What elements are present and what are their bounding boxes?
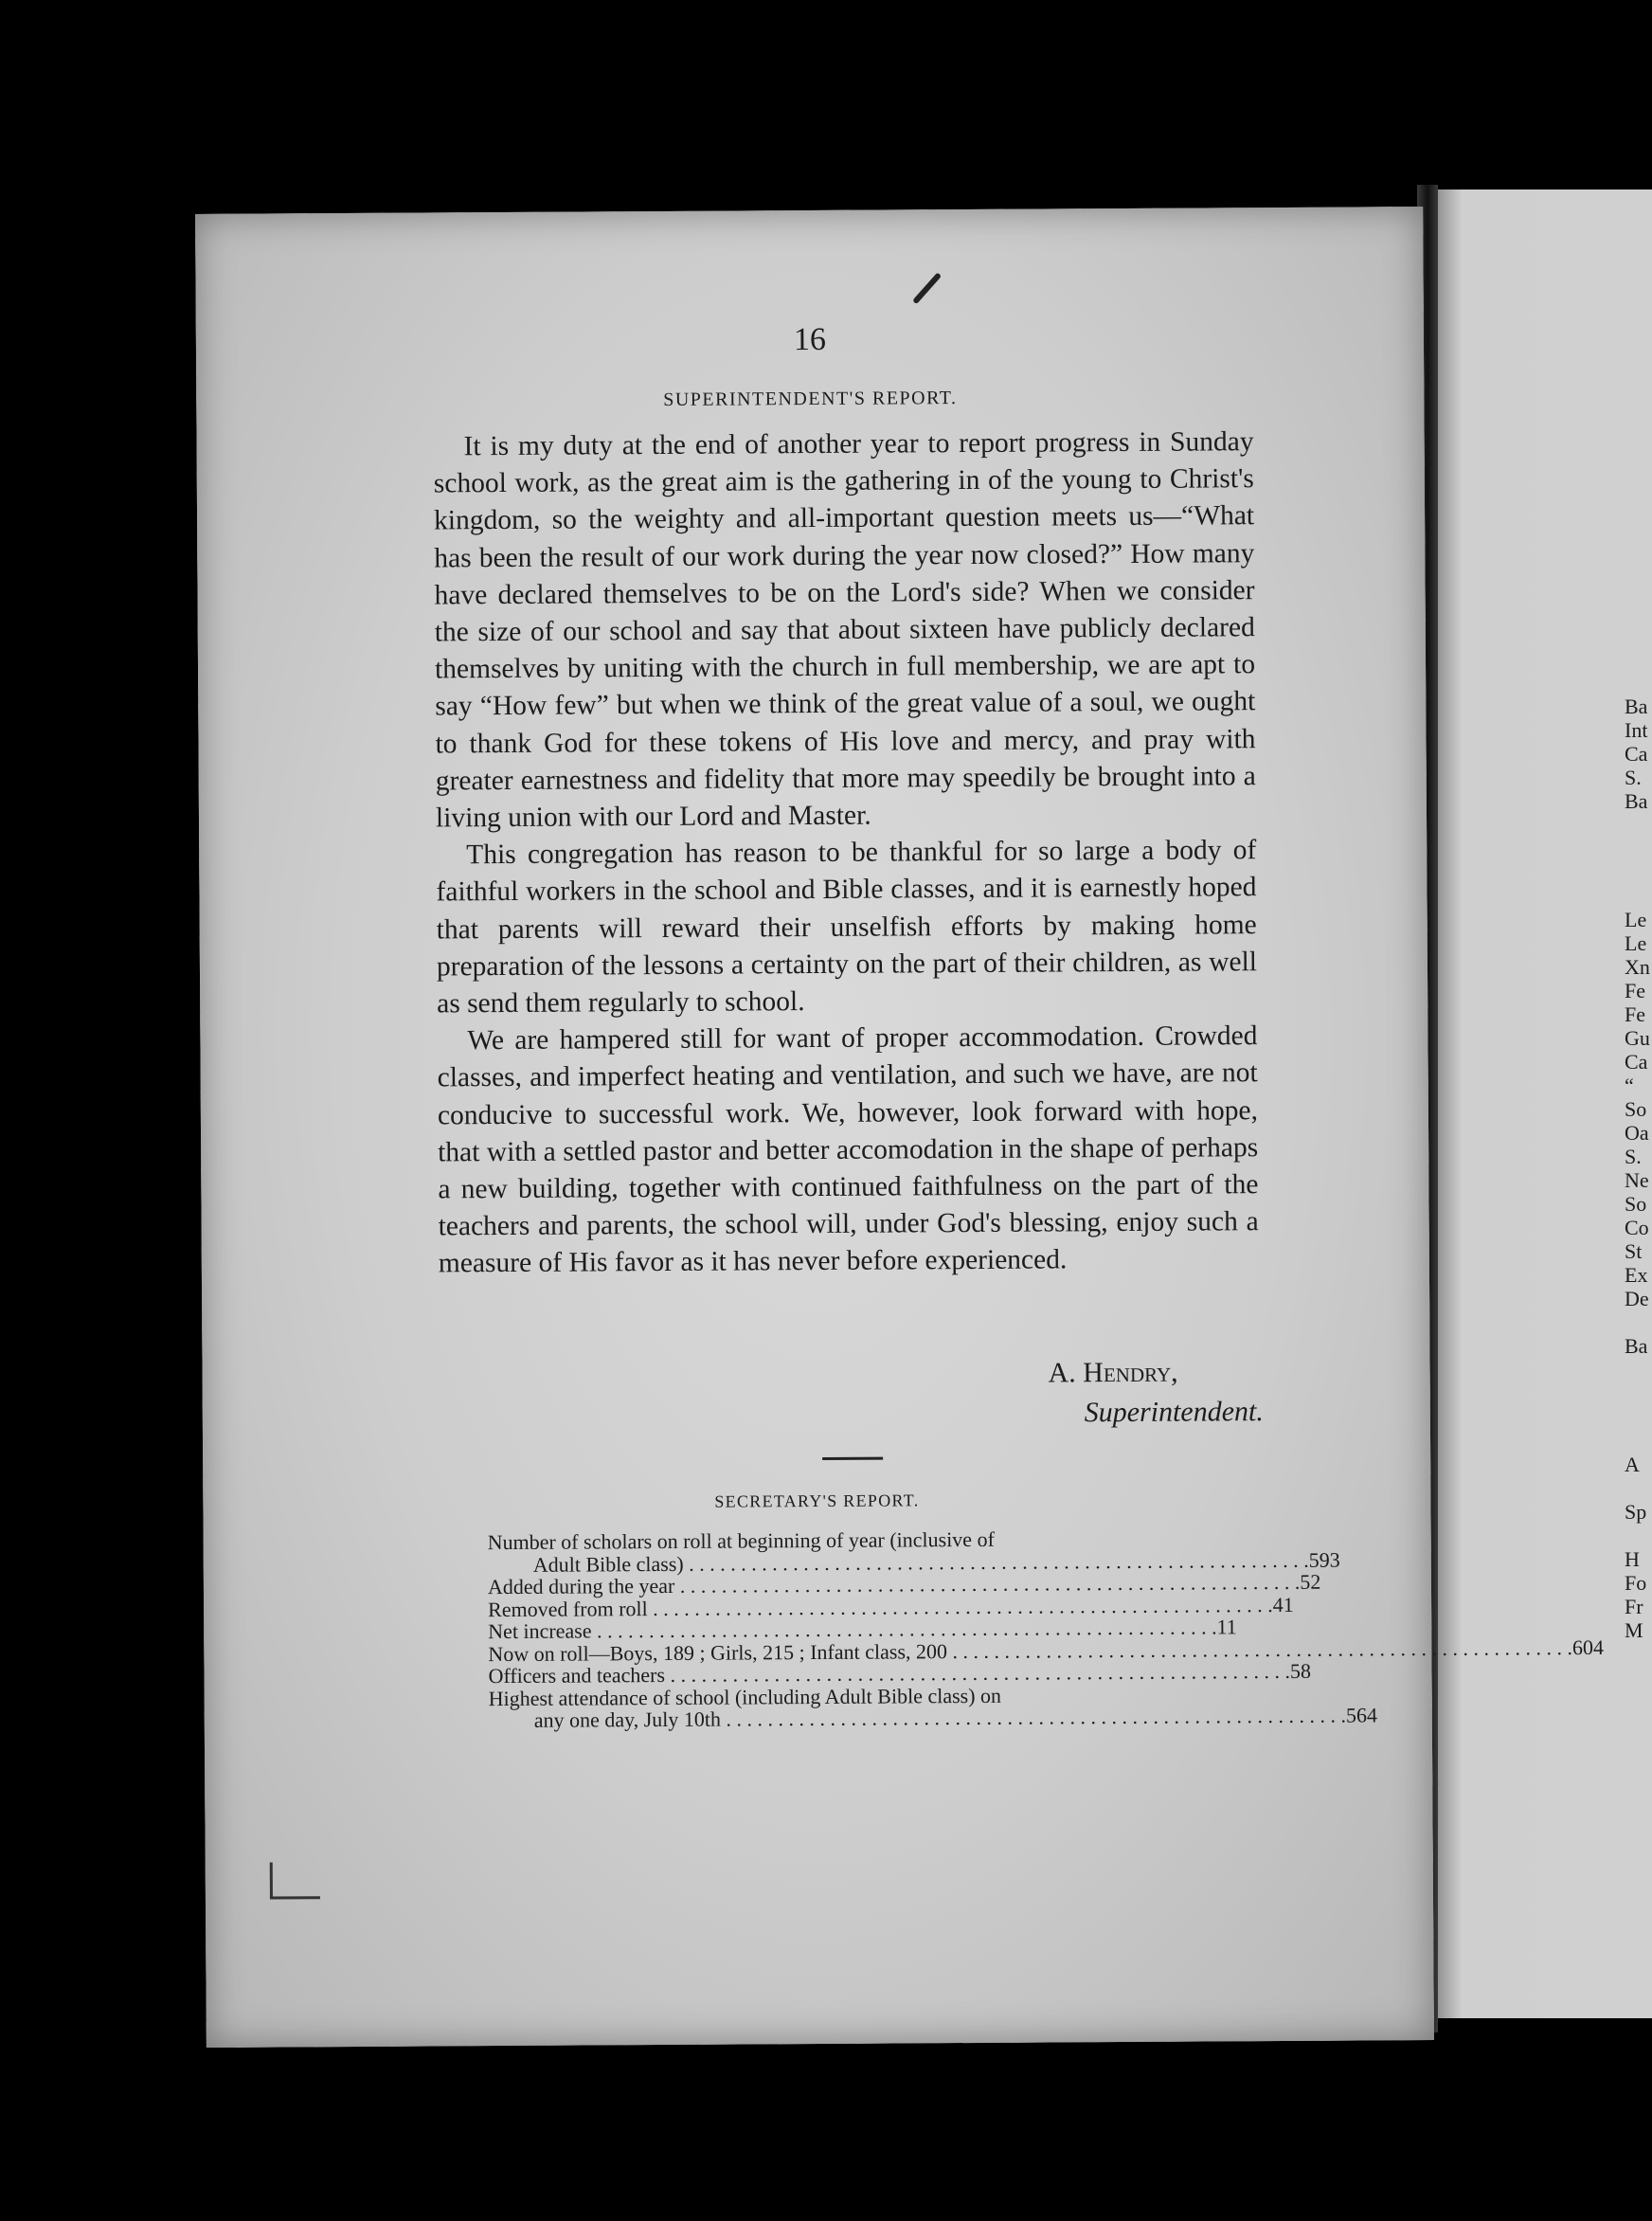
fragment-text (1625, 1429, 1650, 1453)
row-value: 564 (1345, 1703, 1378, 1727)
fragment-text: Ex (1625, 1263, 1648, 1287)
row-label-text: Adult Bible class) (532, 1551, 684, 1577)
signature-block (439, 1352, 1263, 1436)
row-label-text: Highest attendance of school (including Adult Bible class) on (488, 1683, 1002, 1710)
row-label-text: Now on roll—Boys, 189 ; Girls, 215 ; Infant class, 200 (488, 1638, 948, 1666)
fragment-text (1625, 860, 1650, 884)
table-row (489, 1703, 1378, 1732)
fragment-text: Co (1625, 1216, 1649, 1239)
dot-leader: . . . . . . . . . . . . . . . . . . . . . . . . . . . . . . . . . . . . . . . . . . . . . . . . . . . . . . . . . . . . (683, 1547, 1309, 1576)
fragment-text: Ba (1625, 789, 1648, 813)
fragment-text: De (1625, 1287, 1649, 1310)
superintendent-report-body (433, 424, 1258, 1283)
fragment-text (1625, 1524, 1650, 1547)
paragraph: We are hampered still for want of proper accommodation. Crowded classes, and imperfect heating and ventilation, and such we have, are not conducive to successful work. We, however, look forward with hope, that with a settled pastor and better accomodation in the shape of perhaps a new building, together with continued faithfulness on the part of the teachers and parents, the school will, under God's blessing, enjoy such a measure of His favor as it has never before experienced. (437, 1020, 1259, 1279)
facing-page-fragments (1625, 695, 1650, 1642)
row-label-text: Removed from roll (488, 1596, 648, 1621)
pencil-check-mark (912, 272, 942, 304)
fragment-text: M (1625, 1618, 1643, 1642)
row-label (489, 1705, 1346, 1732)
fragment-text: Xn (1625, 955, 1650, 979)
fragment-text: Ba (1625, 1334, 1648, 1358)
fragment-text (1625, 1381, 1650, 1405)
fragment-text: Ca (1625, 1050, 1648, 1074)
fragment-text: So (1625, 1097, 1647, 1121)
fragment-text (1625, 837, 1650, 860)
corner-bracket-mark (270, 1862, 320, 1899)
dot-leader: . . . . . . . . . . . . . . . . . . . . . . . . . . . . . . . . . . . . . . . . . . . . . . . . . . . . . . . . . . . . (664, 1658, 1291, 1687)
fragment-text (1625, 813, 1650, 837)
row-label-text: Net increase (488, 1618, 592, 1644)
fragment-text: Fr (1625, 1595, 1643, 1618)
fragment-text: Gu (1625, 1026, 1650, 1050)
fragment-text: Ne (1625, 1168, 1649, 1192)
row-value: 52 (1300, 1569, 1321, 1594)
row-label-text: Number of scholars on roll at beginning of year (inclusive of (487, 1526, 995, 1555)
dot-leader: . . . . . . . . . . . . . . . . . . . . . . . . . . . . . . . . . . . . . . . . . . . . . . . . . . . . . . . . . . . . (946, 1634, 1573, 1663)
fragment-text: Int (1625, 718, 1648, 742)
fragment-text: So (1625, 1192, 1647, 1216)
fragment-text: A (1625, 1453, 1640, 1476)
fragment-text: Fe (1625, 1002, 1645, 1026)
fragment-text: Fe (1625, 979, 1645, 1002)
paragraph: It is my duty at the end of another year to report progress in Sunday school work, as the great aim is the gathering in of the young to Christ's kingdom, so the weighty and all-important question meets us—“What has been the result of our work during the year now closed?” How many have declared themselves to be on the Lord's side? When we consider the size of our school and say that about sixteen have publicly declared themselves by uniting with the church in full membership, we are apt to say “How few” but when we think of the great value of a soul, we ought to thank God for these tokens of His love and mercy, and pray with greater earnestness and fidelity that more may speedily be brought into a living union with our Lord and Master. (433, 426, 1256, 834)
section-divider (822, 1457, 883, 1460)
fragment-text: Le (1625, 931, 1647, 955)
fragment-text: H (1625, 1547, 1640, 1571)
dot-leader: . . . . . . . . . . . . . . . . . . . . . . . . . . . . . . . . . . . . . . . . . . . . . . . . . . . . . . . . . . . . (591, 1615, 1217, 1643)
row-label-text: Officers and teachers (488, 1662, 666, 1688)
secretary-report-table (487, 1526, 1605, 1732)
fragment-text: Le (1625, 908, 1647, 931)
secretary-report-heading: SECRETARY'S REPORT. (714, 1490, 920, 1511)
row-value: 604 (1571, 1634, 1605, 1659)
fragment-text (1625, 884, 1650, 908)
row-value: 11 (1216, 1615, 1237, 1639)
signature-title: Superintendent. (1084, 1396, 1264, 1429)
row-value: 58 (1289, 1658, 1312, 1683)
fragment-text: Ba (1625, 695, 1648, 718)
fragment-text: Oa (1625, 1121, 1649, 1145)
fragment-text (1625, 1476, 1650, 1500)
row-label-text: Added during the year (487, 1573, 675, 1599)
dot-leader: . . . . . . . . . . . . . . . . . . . . . . . . . . . . . . . . . . . . . . . . . . . . . . . . . . . . . . . . . . . . (674, 1569, 1301, 1598)
signature-name: A. Hendry, (1048, 1356, 1178, 1389)
paragraph: This congregation has reason to be thankful for so large a body of faithful workers in the school and Bible classes, and it is earnestly hoped that parents will reward their unselfish efforts by making home preparation of the lessons a certainty on the part of their children, as well as send them regularly to school. (436, 835, 1258, 1020)
fragment-text: St (1625, 1239, 1643, 1263)
fragment-text (1625, 1358, 1650, 1381)
row-label-text: any one day, July 10th (533, 1706, 722, 1732)
fragment-text: S. (1625, 1145, 1642, 1168)
row-value: 41 (1272, 1592, 1294, 1616)
dot-leader: . . . . . . . . . . . . . . . . . . . . . . . . . . . . . . . . . . . . . . . . . . . . . . . . . . . . . . . . . . . . (647, 1592, 1273, 1620)
facing-page (1436, 190, 1652, 2018)
page-number: 16 (793, 321, 827, 358)
superintendent-report-heading: SUPERINTENDENT'S REPORT. (663, 388, 958, 410)
fragment-text: Sp (1625, 1500, 1647, 1524)
fragment-text: Ca (1625, 742, 1648, 766)
fragment-text: “ (1625, 1074, 1634, 1097)
fragment-text (1625, 1405, 1650, 1429)
document-page (195, 207, 1605, 2048)
fragment-text (1625, 1310, 1650, 1334)
fragment-text: S. (1625, 766, 1642, 789)
fragment-text: Fo (1625, 1571, 1647, 1595)
dot-leader: . . . . . . . . . . . . . . . . . . . . . . . . . . . . . . . . . . . . . . . . . . . . . . . . . . . . . . . . . . . . (720, 1703, 1347, 1731)
row-value: 593 (1308, 1547, 1340, 1572)
